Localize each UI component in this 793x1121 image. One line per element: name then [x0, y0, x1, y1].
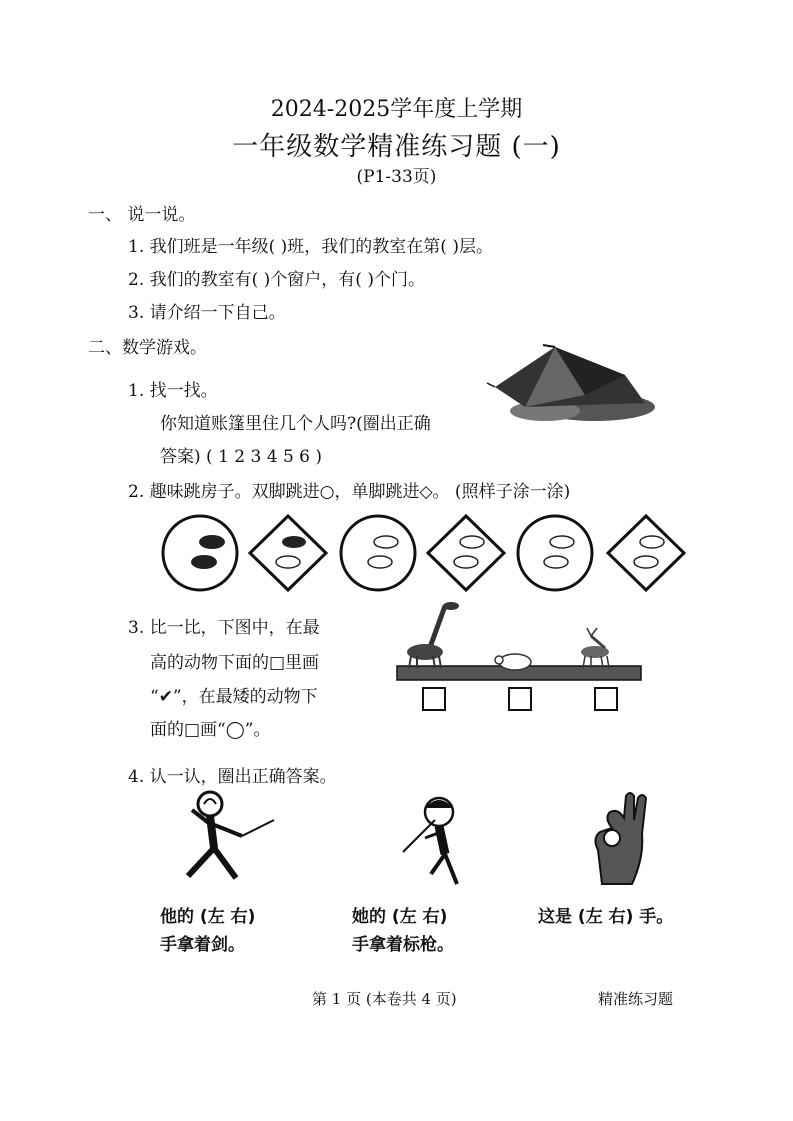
answer-box-pig [509, 688, 531, 710]
caption-fencer-a: 他的 (左 右) [160, 907, 256, 927]
animals-illustration [395, 600, 645, 720]
caption-girl-b: 手拿着标枪。 [352, 935, 454, 955]
main-title: 一年级数学精准练习题 (一) [232, 132, 561, 162]
year-title: 2024-2025学年度上学期 [270, 97, 523, 122]
fencer-illustration [170, 790, 280, 890]
hopscotch-row [160, 512, 700, 594]
answer-box-giraffe [423, 688, 445, 710]
q4-line1: 4. 认一认，圈出正确答案。 [128, 767, 337, 787]
section1-heading: 一、 说一说。 [88, 205, 196, 225]
caption-fencer-b: 手拿着剑。 [160, 935, 245, 955]
footprint-icon [191, 535, 225, 569]
footer-label: 精准练习题 [598, 990, 674, 1008]
ok-hand-illustration [582, 788, 652, 888]
q3-line2: 高的动物下面的□里画 [150, 653, 320, 673]
answer-box-deer [595, 688, 617, 710]
section1-item-3: 3. 请介绍一下自己。 [128, 303, 286, 323]
q1-line3: 答案) ( 1 2 3 4 5 6 ) [160, 447, 323, 467]
q3-line1: 3. 比一比，下图中，在最 [128, 618, 320, 638]
footprint-icon [454, 536, 484, 568]
tent-illustration [485, 345, 660, 425]
footer-page-info: 第 1 页 (本卷共 4 页) [312, 990, 457, 1008]
footprint-icon [544, 536, 574, 568]
section2-heading: 二、数学游戏。 [88, 338, 207, 358]
deer-icon [581, 628, 609, 668]
section1-item-2: 2. 我们的教室有( )个窗户，有( )个门。 [128, 270, 425, 290]
footprint-icon [368, 536, 398, 568]
giraffe-icon [407, 602, 459, 668]
q3-line3: “✔”，在最矮的动物下 [150, 687, 318, 707]
footprint-icon [634, 536, 664, 568]
caption-hand: 这是 (左 右) 手。 [538, 907, 674, 927]
diamond-cell-1 [250, 516, 326, 590]
circle-cell-1 [163, 516, 237, 590]
q3-line4: 面的□画“◯”。 [150, 720, 271, 740]
section1-item-1: 1. 我们班是一年级( )班，我们的教室在第( )层。 [128, 237, 493, 257]
circle-cell-3 [518, 516, 592, 590]
circle-cell-2 [341, 516, 415, 590]
caption-girl-a: 她的 (左 右) [352, 907, 448, 927]
diamond-cell-2 [428, 516, 504, 590]
q2-line1: 2. 趣味跳房子。双脚跳进○，单脚跳进◇。 (照样子涂一涂) [128, 482, 571, 502]
javelin-girl-illustration [395, 790, 475, 890]
q1-line1: 1. 找一找。 [128, 381, 218, 401]
q1-line2: 你知道账篷里住几个人吗?(圈出正确 [160, 414, 431, 434]
footprint-icon [276, 536, 306, 568]
page-range: (P1-33页) [356, 167, 437, 187]
diamond-cell-3 [608, 516, 684, 590]
